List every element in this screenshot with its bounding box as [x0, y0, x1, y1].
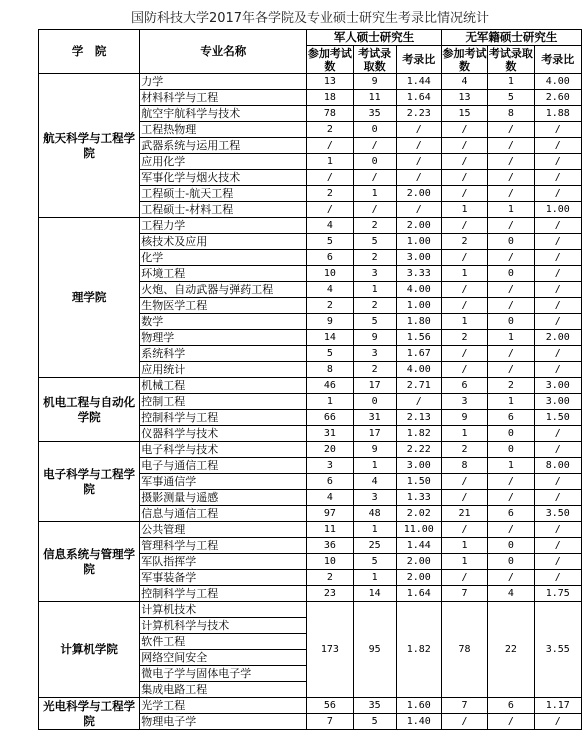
- civilian-ratio-cell: 1.88: [534, 106, 581, 122]
- major-name: 军队指挥学: [140, 554, 307, 570]
- major-name: 电子与通信工程: [140, 458, 307, 474]
- civilian-admitted-cell: 0: [488, 234, 534, 250]
- military-ratio-cell: 11.00: [396, 522, 441, 538]
- major-name: 应用统计: [140, 362, 307, 378]
- military-ratio-cell: /: [396, 154, 441, 170]
- military-applicants-cell: 2: [307, 122, 353, 138]
- major-name: 系统科学: [140, 346, 307, 362]
- major-name: 软件工程: [140, 634, 307, 650]
- military-ratio-cell: 3.00: [396, 250, 441, 266]
- major-name: 核技术及应用: [140, 234, 307, 250]
- civilian-applicants-cell: 1: [441, 426, 487, 442]
- military-ratio-cell: 2.02: [396, 506, 441, 522]
- military-applicants-cell: 6: [307, 474, 353, 490]
- military-applicants-cell: 1: [307, 394, 353, 410]
- civilian-applicants-cell: 21: [441, 506, 487, 522]
- header-civilian-ratio: 考录比: [534, 46, 581, 74]
- military-applicants-cell: /: [307, 138, 353, 154]
- military-ratio-cell: 2.71: [396, 378, 441, 394]
- military-admitted-cell: 2: [353, 298, 396, 314]
- civilian-applicants-cell: /: [441, 138, 487, 154]
- table-row: [39, 522, 582, 538]
- military-ratio-cell: 4.00: [396, 282, 441, 298]
- header-civilian-group: 无军籍硕士研究生: [441, 30, 581, 46]
- civilian-admitted-cell: /: [488, 570, 534, 586]
- table-row: [39, 602, 582, 618]
- civilian-admitted-cell: 0: [488, 426, 534, 442]
- major-name: 力学: [140, 74, 307, 90]
- military-admitted-cell: 11: [353, 90, 396, 106]
- civilian-admitted-cell: 0: [488, 538, 534, 554]
- military-admitted-cell: /: [353, 170, 396, 186]
- military-applicants-cell: 4: [307, 490, 353, 506]
- civilian-admitted-cell: 6: [488, 698, 534, 714]
- military-applicants-cell: 1: [307, 154, 353, 170]
- civilian-admitted-cell: 1: [488, 394, 534, 410]
- civilian-applicants-cell: /: [441, 282, 487, 298]
- military-admitted-cell: 2: [353, 250, 396, 266]
- college-name: 机电工程与自动化学院: [39, 378, 140, 442]
- civilian-ratio-cell: /: [534, 298, 581, 314]
- civilian-admitted-cell: 6: [488, 506, 534, 522]
- major-name: 航空宇航科学与技术: [140, 106, 307, 122]
- military-admitted-cell: 5: [353, 314, 396, 330]
- military-admitted-cell: 14: [353, 586, 396, 602]
- civilian-ratio-cell: /: [534, 138, 581, 154]
- military-admitted-cell: 2: [353, 362, 396, 378]
- major-name: 电子科学与技术: [140, 442, 307, 458]
- military-admitted-cell: 5: [353, 554, 396, 570]
- college-name: 理学院: [39, 218, 140, 378]
- military-applicants-cell: 11: [307, 522, 353, 538]
- major-name: 微电子学与固体电子学: [140, 666, 307, 682]
- military-applicants-cell: 66: [307, 410, 353, 426]
- military-ratio-cell: 4.00: [396, 362, 441, 378]
- military-ratio-cell: 1.44: [396, 538, 441, 554]
- civilian-applicants-cell: /: [441, 186, 487, 202]
- civilian-admitted-cell: 1: [488, 330, 534, 346]
- major-name: 工程力学: [140, 218, 307, 234]
- civilian-applicants-cell: /: [441, 122, 487, 138]
- military-ratio-cell: 1.56: [396, 330, 441, 346]
- major-name: 环境工程: [140, 266, 307, 282]
- military-applicants-cell: 14: [307, 330, 353, 346]
- civilian-applicants-cell: /: [441, 218, 487, 234]
- major-name: 工程硕士-材料工程: [140, 202, 307, 218]
- civilian-admitted-cell: /: [488, 186, 534, 202]
- civilian-ratio-cell: /: [534, 154, 581, 170]
- civilian-applicants-cell: 6: [441, 378, 487, 394]
- major-name: 材料科学与工程: [140, 90, 307, 106]
- civilian-ratio-cell: /: [534, 186, 581, 202]
- college-name: 电子科学与工程学院: [39, 442, 140, 522]
- table-row: [39, 442, 582, 458]
- civilian-applicants-cell: /: [441, 362, 487, 378]
- civilian-applicants-cell: 15: [441, 106, 487, 122]
- major-name: 信息与通信工程: [140, 506, 307, 522]
- civilian-ratio-cell: 1.00: [534, 202, 581, 218]
- civilian-applicants-cell: 8: [441, 458, 487, 474]
- military-applicants-cell: 46: [307, 378, 353, 394]
- civilian-applicants-cell: /: [441, 250, 487, 266]
- civilian-applicants-cell: /: [441, 490, 487, 506]
- civilian-applicants-cell: 2: [441, 442, 487, 458]
- civilian-admitted-cell: 6: [488, 410, 534, 426]
- military-ratio-cell: 3.00: [396, 458, 441, 474]
- civilian-ratio-cell: 3.00: [534, 394, 581, 410]
- military-applicants-cell: 173: [307, 602, 353, 698]
- military-ratio-cell: 1.60: [396, 698, 441, 714]
- major-name: 管理科学与工程: [140, 538, 307, 554]
- civilian-admitted-cell: 4: [488, 586, 534, 602]
- major-name: 网络空间安全: [140, 650, 307, 666]
- military-admitted-cell: 35: [353, 698, 396, 714]
- civilian-applicants-cell: 2: [441, 330, 487, 346]
- major-name: 应用化学: [140, 154, 307, 170]
- military-ratio-cell: 1.64: [396, 586, 441, 602]
- civilian-ratio-cell: /: [534, 570, 581, 586]
- civilian-admitted-cell: 2: [488, 378, 534, 394]
- header-college: 学 院: [39, 30, 140, 74]
- table-body: [39, 74, 582, 730]
- military-applicants-cell: 7: [307, 714, 353, 730]
- military-ratio-cell: 3.33: [396, 266, 441, 282]
- military-applicants-cell: 23: [307, 586, 353, 602]
- civilian-admitted-cell: /: [488, 474, 534, 490]
- military-ratio-cell: 1.82: [396, 602, 441, 698]
- civilian-applicants-cell: 1: [441, 554, 487, 570]
- header-military-admitted: 考试录取数: [353, 46, 396, 74]
- military-admitted-cell: 25: [353, 538, 396, 554]
- military-ratio-cell: /: [396, 394, 441, 410]
- military-applicants-cell: 6: [307, 250, 353, 266]
- major-name: 生物医学工程: [140, 298, 307, 314]
- major-name: 武器系统与运用工程: [140, 138, 307, 154]
- major-name: 控制科学与工程: [140, 410, 307, 426]
- military-applicants-cell: 8: [307, 362, 353, 378]
- header-military-applicants: 参加考试数: [307, 46, 352, 73]
- civilian-admitted-cell: 22: [488, 602, 534, 698]
- civilian-ratio-cell: /: [534, 538, 581, 554]
- military-ratio-cell: 1.00: [396, 298, 441, 314]
- military-applicants-cell: 5: [307, 234, 353, 250]
- civilian-applicants-cell: 7: [441, 586, 487, 602]
- college-name: 航天科学与工程学院: [39, 74, 140, 218]
- military-applicants-cell: 4: [307, 282, 353, 298]
- military-ratio-cell: 1.50: [396, 474, 441, 490]
- military-ratio-cell: 1.67: [396, 346, 441, 362]
- military-applicants-cell: 2: [307, 298, 353, 314]
- major-name: 公共管理: [140, 522, 307, 538]
- civilian-admitted-cell: /: [488, 250, 534, 266]
- major-name: 物理学: [140, 330, 307, 346]
- major-name: 机械工程: [140, 378, 307, 394]
- military-applicants-cell: 10: [307, 266, 353, 282]
- military-admitted-cell: 35: [353, 106, 396, 122]
- table-row: [39, 218, 582, 234]
- civilian-admitted-cell: /: [488, 346, 534, 362]
- civilian-applicants-cell: 1: [441, 538, 487, 554]
- civilian-admitted-cell: /: [488, 362, 534, 378]
- military-ratio-cell: /: [396, 170, 441, 186]
- civilian-admitted-cell: 8: [488, 106, 534, 122]
- table-row: [39, 698, 582, 714]
- military-ratio-cell: 1.44: [396, 74, 441, 90]
- military-admitted-cell: 0: [353, 394, 396, 410]
- civilian-ratio-cell: /: [534, 218, 581, 234]
- civilian-admitted-cell: 0: [488, 266, 534, 282]
- civilian-ratio-cell: 3.55: [534, 602, 581, 698]
- military-admitted-cell: /: [353, 202, 396, 218]
- civilian-applicants-cell: /: [441, 570, 487, 586]
- header-military-ratio: 考录比: [396, 46, 441, 74]
- military-admitted-cell: 31: [353, 410, 396, 426]
- major-name: 集成电路工程: [140, 682, 307, 698]
- document: [38, 9, 582, 730]
- civilian-ratio-cell: /: [534, 362, 581, 378]
- military-admitted-cell: 95: [353, 602, 396, 698]
- military-applicants-cell: /: [307, 170, 353, 186]
- civilian-ratio-cell: 2.00: [534, 330, 581, 346]
- civilian-admitted-cell: 1: [488, 74, 534, 90]
- civilian-admitted-cell: /: [488, 522, 534, 538]
- civilian-applicants-cell: 3: [441, 394, 487, 410]
- civilian-applicants-cell: 4: [441, 74, 487, 90]
- college-name: 计算机学院: [39, 602, 140, 698]
- military-applicants-cell: 2: [307, 186, 353, 202]
- civilian-admitted-cell: 1: [488, 202, 534, 218]
- military-ratio-cell: 1.82: [396, 426, 441, 442]
- military-admitted-cell: 1: [353, 458, 396, 474]
- military-applicants-cell: 78: [307, 106, 353, 122]
- military-admitted-cell: 9: [353, 442, 396, 458]
- civilian-applicants-cell: 1: [441, 266, 487, 282]
- military-applicants-cell: 18: [307, 90, 353, 106]
- military-admitted-cell: 9: [353, 74, 396, 90]
- civilian-ratio-cell: /: [534, 170, 581, 186]
- header-major: 专业名称: [140, 30, 307, 74]
- military-applicants-cell: 36: [307, 538, 353, 554]
- military-applicants-cell: 56: [307, 698, 353, 714]
- civilian-ratio-cell: /: [534, 282, 581, 298]
- civilian-applicants-cell: 9: [441, 410, 487, 426]
- civilian-applicants-cell: 7: [441, 698, 487, 714]
- civilian-ratio-cell: 2.60: [534, 90, 581, 106]
- major-name: 工程热物理: [140, 122, 307, 138]
- civilian-ratio-cell: 3.50: [534, 506, 581, 522]
- civilian-ratio-cell: /: [534, 522, 581, 538]
- header-civilian-admitted: 考试录取数: [488, 46, 533, 73]
- major-name: 数学: [140, 314, 307, 330]
- civilian-applicants-cell: 78: [441, 602, 487, 698]
- header-civilian-applicants: 参加考试数: [442, 46, 487, 73]
- civilian-admitted-cell: /: [488, 218, 534, 234]
- military-admitted-cell: 48: [353, 506, 396, 522]
- civilian-admitted-cell: /: [488, 170, 534, 186]
- military-ratio-cell: 1.33: [396, 490, 441, 506]
- table-row: [39, 74, 582, 90]
- civilian-applicants-cell: 2: [441, 234, 487, 250]
- major-name: 军事通信学: [140, 474, 307, 490]
- civilian-applicants-cell: /: [441, 714, 487, 730]
- civilian-ratio-cell: /: [534, 250, 581, 266]
- military-applicants-cell: 13: [307, 74, 353, 90]
- table-row: [39, 378, 582, 394]
- civilian-applicants-cell: 1: [441, 314, 487, 330]
- military-admitted-cell: /: [353, 138, 396, 154]
- military-admitted-cell: 1: [353, 186, 396, 202]
- civilian-applicants-cell: /: [441, 346, 487, 362]
- civilian-ratio-cell: /: [534, 474, 581, 490]
- major-name: 化学: [140, 250, 307, 266]
- military-applicants-cell: 2: [307, 570, 353, 586]
- military-applicants-cell: 3: [307, 458, 353, 474]
- military-applicants-cell: 10: [307, 554, 353, 570]
- military-admitted-cell: 1: [353, 570, 396, 586]
- military-applicants-cell: 97: [307, 506, 353, 522]
- admission-ratio-table: [38, 29, 582, 730]
- civilian-applicants-cell: /: [441, 154, 487, 170]
- civilian-ratio-cell: 8.00: [534, 458, 581, 474]
- major-name: 军事化学与烟火技术: [140, 170, 307, 186]
- civilian-admitted-cell: /: [488, 282, 534, 298]
- military-admitted-cell: 17: [353, 378, 396, 394]
- civilian-ratio-cell: /: [534, 554, 581, 570]
- civilian-ratio-cell: 1.75: [534, 586, 581, 602]
- military-admitted-cell: 3: [353, 346, 396, 362]
- military-admitted-cell: 5: [353, 714, 396, 730]
- civilian-ratio-cell: /: [534, 714, 581, 730]
- civilian-ratio-cell: /: [534, 314, 581, 330]
- military-ratio-cell: 2.00: [396, 554, 441, 570]
- civilian-ratio-cell: /: [534, 490, 581, 506]
- civilian-ratio-cell: 3.00: [534, 378, 581, 394]
- civilian-admitted-cell: 5: [488, 90, 534, 106]
- civilian-admitted-cell: /: [488, 122, 534, 138]
- major-name: 物理电子学: [140, 714, 307, 730]
- civilian-admitted-cell: /: [488, 298, 534, 314]
- civilian-ratio-cell: /: [534, 426, 581, 442]
- military-admitted-cell: 4: [353, 474, 396, 490]
- civilian-applicants-cell: /: [441, 474, 487, 490]
- military-admitted-cell: 17: [353, 426, 396, 442]
- military-admitted-cell: 1: [353, 282, 396, 298]
- military-admitted-cell: 3: [353, 266, 396, 282]
- header-military-group: 军人硕士研究生: [307, 30, 442, 46]
- civilian-applicants-cell: /: [441, 170, 487, 186]
- military-ratio-cell: 2.00: [396, 218, 441, 234]
- major-name: 工程硕士-航天工程: [140, 186, 307, 202]
- military-admitted-cell: 0: [353, 154, 396, 170]
- civilian-applicants-cell: 13: [441, 90, 487, 106]
- military-applicants-cell: 5: [307, 346, 353, 362]
- civilian-admitted-cell: /: [488, 490, 534, 506]
- military-ratio-cell: 1.64: [396, 90, 441, 106]
- military-applicants-cell: 20: [307, 442, 353, 458]
- military-admitted-cell: 2: [353, 218, 396, 234]
- civilian-ratio-cell: /: [534, 346, 581, 362]
- military-admitted-cell: 5: [353, 234, 396, 250]
- major-name: 控制科学与工程: [140, 586, 307, 602]
- military-ratio-cell: 2.00: [396, 570, 441, 586]
- military-ratio-cell: 2.23: [396, 106, 441, 122]
- major-name: 计算机科学与技术: [140, 618, 307, 634]
- military-ratio-cell: 1.80: [396, 314, 441, 330]
- college-name: 光电科学与工程学院: [39, 698, 140, 730]
- college-name: 信息系统与管理学院: [39, 522, 140, 602]
- military-applicants-cell: 9: [307, 314, 353, 330]
- military-applicants-cell: 4: [307, 218, 353, 234]
- military-ratio-cell: /: [396, 122, 441, 138]
- civilian-admitted-cell: 0: [488, 314, 534, 330]
- military-ratio-cell: 2.22: [396, 442, 441, 458]
- military-admitted-cell: 9: [353, 330, 396, 346]
- civilian-ratio-cell: 4.00: [534, 74, 581, 90]
- military-applicants-cell: 31: [307, 426, 353, 442]
- civilian-applicants-cell: /: [441, 298, 487, 314]
- civilian-admitted-cell: 0: [488, 554, 534, 570]
- civilian-ratio-cell: /: [534, 234, 581, 250]
- civilian-ratio-cell: /: [534, 266, 581, 282]
- major-name: 仪器科学与技术: [140, 426, 307, 442]
- major-name: 控制工程: [140, 394, 307, 410]
- major-name: 计算机技术: [140, 602, 307, 618]
- civilian-ratio-cell: 1.50: [534, 410, 581, 426]
- military-admitted-cell: 3: [353, 490, 396, 506]
- civilian-admitted-cell: 0: [488, 442, 534, 458]
- major-name: 军事装备学: [140, 570, 307, 586]
- civilian-admitted-cell: 1: [488, 458, 534, 474]
- military-ratio-cell: /: [396, 202, 441, 218]
- military-ratio-cell: 1.40: [396, 714, 441, 730]
- table-title: 国防科技大学2017年各学院及专业硕士研究生考录比情况统计: [130, 11, 490, 26]
- civilian-ratio-cell: 1.17: [534, 698, 581, 714]
- civilian-admitted-cell: /: [488, 154, 534, 170]
- civilian-applicants-cell: /: [441, 522, 487, 538]
- military-ratio-cell: /: [396, 138, 441, 154]
- major-name: 光学工程: [140, 698, 307, 714]
- major-name: 火炮、自动武器与弹药工程: [140, 282, 307, 298]
- civilian-ratio-cell: /: [534, 442, 581, 458]
- major-name: 摄影测量与遥感: [140, 490, 307, 506]
- military-ratio-cell: 1.00: [396, 234, 441, 250]
- civilian-admitted-cell: /: [488, 138, 534, 154]
- military-ratio-cell: 2.00: [396, 186, 441, 202]
- civilian-applicants-cell: 1: [441, 202, 487, 218]
- military-applicants-cell: /: [307, 202, 353, 218]
- military-ratio-cell: 2.13: [396, 410, 441, 426]
- civilian-ratio-cell: /: [534, 122, 581, 138]
- military-admitted-cell: 0: [353, 122, 396, 138]
- military-admitted-cell: 1: [353, 522, 396, 538]
- civilian-admitted-cell: /: [488, 714, 534, 730]
